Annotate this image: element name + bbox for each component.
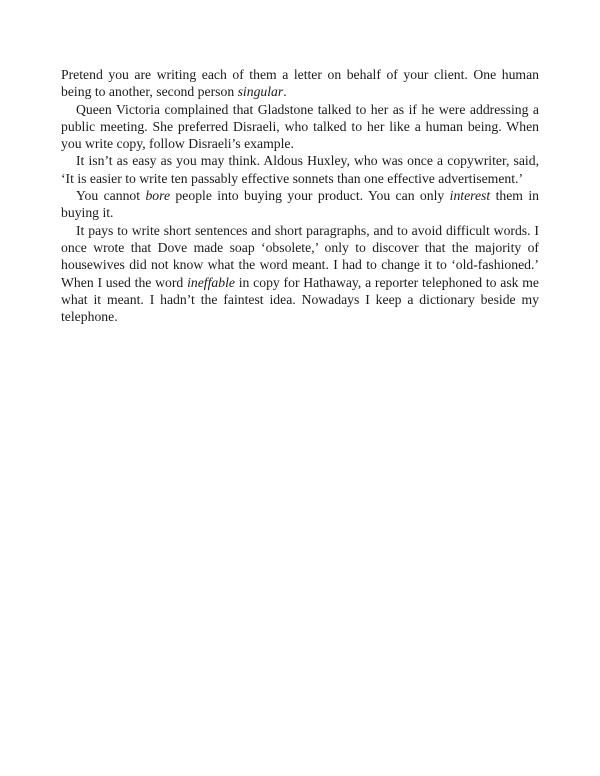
paragraph-4 bbox=[61, 187, 539, 222]
italic-text: bore bbox=[145, 188, 171, 204]
italic-text: singular bbox=[237, 84, 284, 100]
italic-text: interest bbox=[449, 188, 491, 204]
body-text: It pays to write short sentences and short paragraphs, and to avoid difficult words. I once wrote that Dove made soap ‘obsolete,’ only to discover that the majority of housewives did not know what the word meant. I had to change it to ‘old-fashioned.’ When I used the word bbox=[61, 222, 539, 290]
paragraph-3 bbox=[61, 152, 539, 187]
body-text: Queen Victoria complained that Gladstone talked to her as if he were addressing a public meeting. She preferred Disraeli, who talked to her like a human being. When you write copy, follow Disraeli’s example. bbox=[61, 101, 539, 152]
body-text-block bbox=[61, 66, 539, 325]
paragraph-1 bbox=[61, 66, 539, 101]
paragraph-5 bbox=[61, 222, 539, 326]
body-text: in copy for Hathaway, a reporter telephoned to ask me what it meant. I hadn’t the faintest idea. Nowadays I keep a dictionary beside my telephone. bbox=[61, 274, 539, 325]
italic-text: ineffable bbox=[187, 274, 235, 290]
paragraph-2 bbox=[61, 101, 539, 153]
body-text: Pretend you are writing each of them a letter on behalf of your client. One human being to another, second person bbox=[61, 67, 539, 100]
body-text: people into buying your product. You can only bbox=[170, 188, 450, 204]
body-text: them in buying it. bbox=[61, 188, 539, 221]
body-text: . bbox=[283, 84, 287, 100]
body-text: It isn’t as easy as you may think. Aldous Huxley, who was once a copywriter, said, ‘It is easier to write ten passably effective sonnets than one effective advertisement.’ bbox=[61, 153, 539, 186]
body-text: You cannot bbox=[76, 188, 146, 204]
